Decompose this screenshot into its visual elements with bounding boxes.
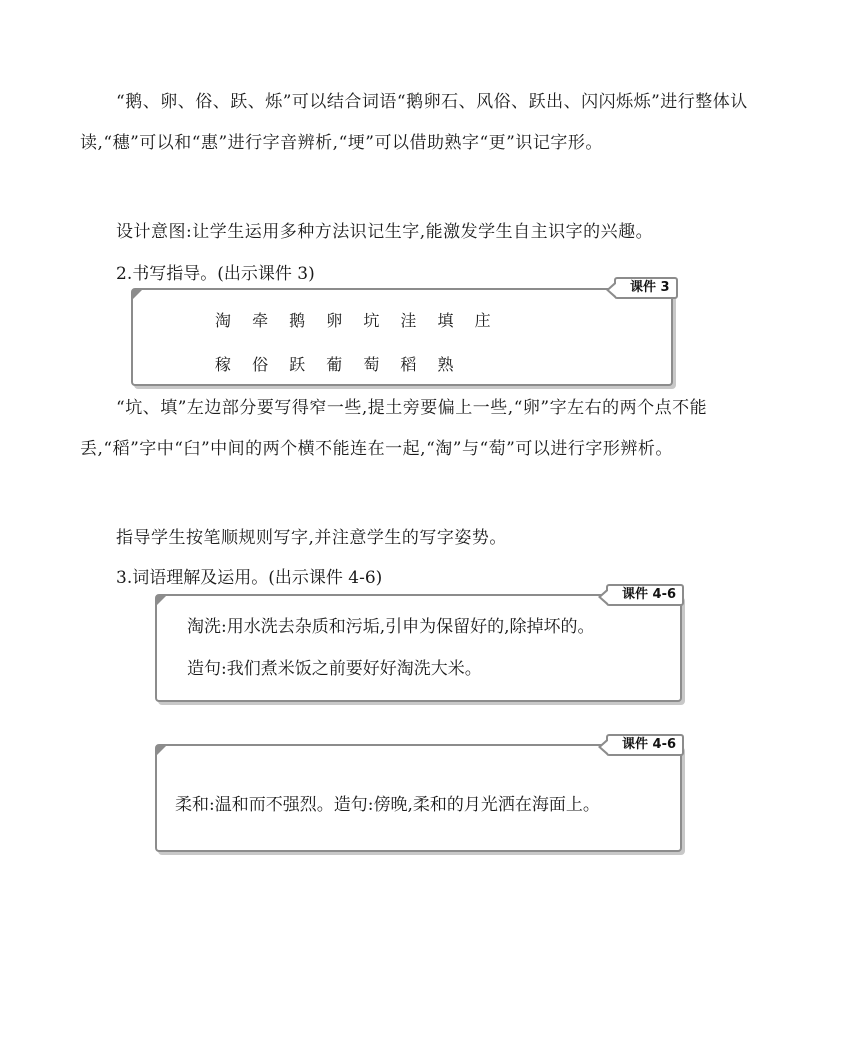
paragraph-character-recognition	[80, 82, 780, 164]
courseware-tag-4-6-b: 课件 4-6	[606, 734, 684, 756]
courseware-tag-3: 课件 3	[614, 277, 678, 299]
courseware-box-3	[131, 288, 673, 386]
definition-rouhe: 柔和:温和而不强烈。造句:傍晚,柔和的月光洒在海面上。	[175, 795, 600, 815]
box-corner-mark	[133, 290, 142, 299]
courseware-tag-4-6-a: 课件 4-6	[606, 584, 684, 606]
character-row-1: 淘 牵 鹅 卵 坑 洼 填 庄	[215, 311, 492, 330]
paragraph-text: 设计意图:让学生运用多种方法识记生字,能激发学生自主识字的兴趣。	[116, 222, 654, 242]
paragraph-design-intent	[80, 212, 780, 253]
character-row-2: 稼 俗 跃 葡 萄 稻 熟	[215, 355, 455, 374]
box-corner-mark	[157, 596, 166, 605]
step-writing-guidance: 2.书写指导。(出示课件 3)	[116, 264, 315, 284]
paragraph-text: “坑、填”左边部分要写得窄一些,提土旁要偏上一些,“卵”字左右的两个点不能丢,“稻”字中“臼”中间的两个横不能连在一起,“淘”与“萄”可以进行字形辨析。	[80, 398, 708, 459]
paragraph-text: 指导学生按笔顺规则写字,并注意学生的写字姿势。	[116, 528, 507, 548]
box-corner-mark	[157, 746, 166, 755]
definition-taoxi: 淘洗:用水洗去杂质和污垢,引申为保留好的,除掉坏的。	[187, 617, 595, 637]
sentence-taoxi: 造句:我们煮米饭之前要好好淘洗大米。	[187, 659, 482, 679]
paragraph-text: “鹅、卵、俗、跃、烁”可以结合词语“鹅卵石、风俗、跃出、闪闪烁烁”进行整体认读,“穗”可以和“惠”进行字音辨析,“埂”可以借助熟字“更”识记字形。	[80, 92, 748, 153]
courseware-box-4-6-a	[155, 594, 682, 702]
courseware-box-4-6-b	[155, 744, 682, 852]
paragraph-stroke-order	[80, 518, 780, 559]
step-vocabulary: 3.词语理解及运用。(出示课件 4-6)	[116, 568, 383, 588]
paragraph-writing-tips	[80, 388, 780, 470]
